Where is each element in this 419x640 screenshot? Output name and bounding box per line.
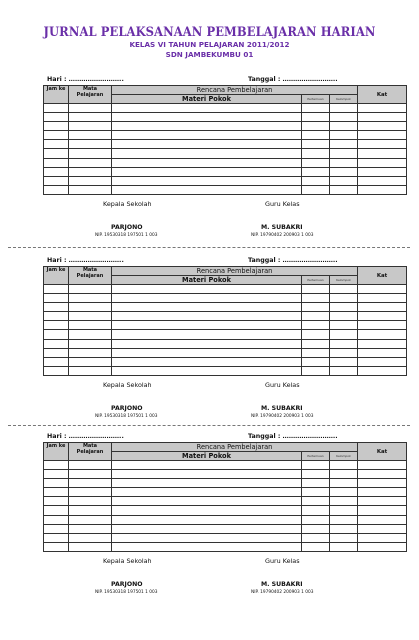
table-cell[interactable] [302, 524, 330, 533]
table-body [44, 461, 407, 552]
table-row [44, 303, 407, 312]
header-col-b: Kelompok [330, 95, 358, 104]
table-row [44, 357, 407, 366]
date-row [43, 75, 406, 85]
table-row [44, 506, 407, 515]
signature-block [43, 552, 406, 598]
tanggal-field[interactable]: Tanggal : …………………….. [248, 257, 338, 264]
table-cell[interactable] [358, 158, 407, 167]
table-cell[interactable] [112, 470, 302, 479]
table-cell[interactable] [112, 321, 302, 330]
table-cell[interactable] [330, 515, 358, 524]
table-row [44, 488, 407, 497]
table-cell[interactable] [330, 104, 358, 113]
table-cell[interactable] [69, 330, 112, 339]
table-row [44, 294, 407, 303]
table-cell[interactable] [330, 149, 358, 158]
table-row [44, 479, 407, 488]
table-cell[interactable] [302, 285, 330, 294]
header-materi-pokok: Materi Pokok [112, 452, 302, 461]
signature-block [43, 195, 406, 241]
table-cell[interactable] [44, 113, 69, 122]
table-cell[interactable] [69, 533, 112, 542]
header-kat: Kat [358, 86, 407, 104]
table-cell[interactable] [69, 339, 112, 348]
table-row [44, 149, 407, 158]
kepala-name: PARJONO [111, 223, 143, 231]
table-cell[interactable] [302, 366, 330, 375]
table-row [44, 515, 407, 524]
guru-name: M. SUBAKRI [261, 404, 303, 412]
table-row [44, 167, 407, 176]
table-cell[interactable] [112, 479, 302, 488]
date-row [43, 256, 406, 266]
table-cell[interactable] [44, 348, 69, 357]
table-cell[interactable] [44, 176, 69, 185]
kepala-nip: NIP. 19530318 197501 1 003 [95, 413, 158, 419]
table-cell[interactable] [358, 497, 407, 506]
table-cell[interactable] [358, 339, 407, 348]
table-cell[interactable] [330, 185, 358, 194]
table-cell[interactable] [330, 506, 358, 515]
table-cell[interactable] [69, 122, 112, 131]
table-cell[interactable] [302, 515, 330, 524]
table-cell[interactable] [69, 294, 112, 303]
table-cell[interactable] [112, 533, 302, 542]
table-cell[interactable] [112, 131, 302, 140]
table-cell[interactable] [330, 497, 358, 506]
table-cell[interactable] [112, 312, 302, 321]
table-cell[interactable] [44, 149, 69, 158]
kepala-label: Kepala Sekolah [103, 380, 152, 389]
table-row [44, 285, 407, 294]
table-cell[interactable] [69, 185, 112, 194]
table-row [44, 330, 407, 339]
table-row [44, 321, 407, 330]
header-jam: Jam ke [44, 267, 69, 285]
table-cell[interactable] [330, 366, 358, 375]
hari-field[interactable]: Hari : …………………….. [47, 257, 124, 264]
table-cell[interactable] [358, 104, 407, 113]
table-cell[interactable] [69, 285, 112, 294]
table-cell[interactable] [330, 524, 358, 533]
table-cell[interactable] [358, 366, 407, 375]
table-cell[interactable] [69, 524, 112, 533]
table-cell[interactable] [44, 366, 69, 375]
table-cell[interactable] [112, 149, 302, 158]
table-cell[interactable] [44, 321, 69, 330]
table-cell[interactable] [69, 104, 112, 113]
table-cell[interactable] [44, 339, 69, 348]
date-row [43, 432, 406, 442]
table-body [44, 104, 407, 195]
table-cell[interactable] [44, 524, 69, 533]
table-cell[interactable] [330, 461, 358, 470]
table-cell[interactable] [302, 488, 330, 497]
table-cell[interactable] [44, 330, 69, 339]
guru-label: Guru Kelas [265, 199, 300, 208]
table-cell[interactable] [358, 488, 407, 497]
table-cell[interactable] [330, 294, 358, 303]
header-materi-pokok: Materi Pokok [112, 276, 302, 285]
table-cell[interactable] [112, 303, 302, 312]
table-cell[interactable] [44, 312, 69, 321]
table-cell[interactable] [358, 357, 407, 366]
table-cell[interactable] [112, 524, 302, 533]
table-cell[interactable] [302, 104, 330, 113]
table-cell[interactable] [69, 131, 112, 140]
table-row [44, 140, 407, 149]
journal-table [43, 85, 407, 195]
table-cell[interactable] [44, 167, 69, 176]
header-rencana: Rencana Pembelajaran [112, 443, 358, 452]
table-cell[interactable] [69, 167, 112, 176]
table-cell[interactable] [44, 533, 69, 542]
kepala-name: PARJONO [111, 580, 143, 588]
table-cell[interactable] [112, 330, 302, 339]
table-cell[interactable] [330, 542, 358, 551]
table-cell[interactable] [330, 339, 358, 348]
table-cell[interactable] [112, 185, 302, 194]
table-cell[interactable] [330, 470, 358, 479]
table-cell[interactable] [69, 303, 112, 312]
table-row [44, 497, 407, 506]
table-cell[interactable] [302, 461, 330, 470]
kepala-label: Kepala Sekolah [103, 199, 152, 208]
table-cell[interactable] [358, 461, 407, 470]
table-row [44, 348, 407, 357]
table-cell[interactable] [358, 542, 407, 551]
table-cell[interactable] [112, 158, 302, 167]
table-row [44, 542, 407, 551]
table-cell[interactable] [69, 515, 112, 524]
table-cell[interactable] [44, 285, 69, 294]
header-col-b: Kelompok [330, 276, 358, 285]
table-cell[interactable] [330, 131, 358, 140]
table-cell[interactable] [112, 113, 302, 122]
table-cell[interactable] [69, 470, 112, 479]
table-cell[interactable] [302, 312, 330, 321]
table-cell[interactable] [330, 158, 358, 167]
table-cell[interactable] [358, 312, 407, 321]
header-jam: Jam ke [44, 86, 69, 104]
table-cell[interactable] [112, 294, 302, 303]
table-cell[interactable] [358, 113, 407, 122]
table-cell[interactable] [69, 176, 112, 185]
table-cell[interactable] [358, 294, 407, 303]
table-cell[interactable] [69, 140, 112, 149]
table-cell[interactable] [302, 339, 330, 348]
table-cell[interactable] [69, 348, 112, 357]
table-cell[interactable] [330, 303, 358, 312]
table-cell[interactable] [330, 176, 358, 185]
table-cell[interactable] [112, 515, 302, 524]
header-col-a: Pertemuan [302, 276, 330, 285]
table-cell[interactable] [44, 131, 69, 140]
table-cell[interactable] [302, 357, 330, 366]
table-cell[interactable] [358, 285, 407, 294]
table-cell[interactable] [330, 330, 358, 339]
header-jam: Jam ke [44, 443, 69, 461]
header-kat: Kat [358, 443, 407, 461]
table-cell[interactable] [69, 497, 112, 506]
table-cell[interactable] [112, 339, 302, 348]
table-row [44, 470, 407, 479]
guru-nip: NIP. 19790402 200903 1 003 [251, 413, 314, 419]
table-cell[interactable] [302, 506, 330, 515]
header-mata-pelajaran: Mata Pelajaran [69, 86, 112, 104]
table-cell[interactable] [302, 158, 330, 167]
table-cell[interactable] [44, 506, 69, 515]
table-cell[interactable] [358, 149, 407, 158]
table-cell[interactable] [69, 113, 112, 122]
table-row [44, 366, 407, 375]
table-cell[interactable] [358, 515, 407, 524]
header-col-b: Kelompok [330, 452, 358, 461]
table-row [44, 122, 407, 131]
table-cell[interactable] [44, 461, 69, 470]
table-cell[interactable] [69, 321, 112, 330]
table-cell[interactable] [358, 470, 407, 479]
table-cell[interactable] [358, 524, 407, 533]
table-cell[interactable] [44, 294, 69, 303]
table-cell[interactable] [112, 542, 302, 551]
kepala-nip: NIP. 19530318 197501 1 003 [95, 232, 158, 238]
table-cell[interactable] [358, 330, 407, 339]
table-cell[interactable] [358, 479, 407, 488]
table-cell[interactable] [330, 113, 358, 122]
table-cell[interactable] [330, 140, 358, 149]
table-cell[interactable] [302, 303, 330, 312]
table-cell[interactable] [358, 533, 407, 542]
table-row [44, 113, 407, 122]
section-divider [8, 247, 410, 248]
table-cell[interactable] [302, 330, 330, 339]
table-cell[interactable] [112, 167, 302, 176]
table-row [44, 533, 407, 542]
table-cell[interactable] [44, 158, 69, 167]
table-cell[interactable] [302, 167, 330, 176]
table-cell[interactable] [44, 303, 69, 312]
page-subtitle: KELAS VI TAHUN PELAJARAN 2011/2012 [129, 40, 290, 49]
table-cell[interactable] [112, 348, 302, 357]
table-cell[interactable] [358, 506, 407, 515]
table-cell[interactable] [302, 131, 330, 140]
tanggal-field[interactable]: Tanggal : …………………….. [248, 76, 338, 83]
table-cell[interactable] [358, 348, 407, 357]
table-cell[interactable] [69, 506, 112, 515]
table-cell[interactable] [358, 303, 407, 312]
table-cell[interactable] [69, 488, 112, 497]
journal-table [43, 266, 407, 376]
table-cell[interactable] [69, 366, 112, 375]
table-cell[interactable] [112, 357, 302, 366]
table-cell[interactable] [69, 357, 112, 366]
table-cell[interactable] [112, 488, 302, 497]
table-cell[interactable] [302, 185, 330, 194]
table-cell[interactable] [69, 479, 112, 488]
signature-block [43, 376, 406, 422]
table-cell[interactable] [302, 348, 330, 357]
kepala-nip: NIP. 19530318 197501 1 003 [95, 589, 158, 595]
table-cell[interactable] [69, 542, 112, 551]
table-cell[interactable] [358, 131, 407, 140]
table-cell[interactable] [69, 158, 112, 167]
journal-section-1 [43, 75, 406, 241]
table-cell[interactable] [330, 348, 358, 357]
table-cell[interactable] [358, 321, 407, 330]
table-cell[interactable] [44, 104, 69, 113]
table-cell[interactable] [302, 122, 330, 131]
journal-section-3 [43, 432, 406, 598]
hari-field[interactable]: Hari : …………………….. [47, 433, 124, 440]
kepala-name: PARJONO [111, 404, 143, 412]
guru-label: Guru Kelas [265, 380, 300, 389]
table-cell[interactable] [44, 497, 69, 506]
table-row [44, 339, 407, 348]
table-cell[interactable] [330, 321, 358, 330]
table-cell[interactable] [112, 461, 302, 470]
table-cell[interactable] [112, 104, 302, 113]
table-row [44, 524, 407, 533]
section-divider [8, 425, 410, 426]
table-cell[interactable] [44, 470, 69, 479]
table-row [44, 131, 407, 140]
table-cell[interactable] [302, 294, 330, 303]
table-row [44, 312, 407, 321]
table-cell[interactable] [44, 185, 69, 194]
journal-section-2 [43, 256, 406, 422]
table-cell[interactable] [358, 122, 407, 131]
table-cell[interactable] [302, 321, 330, 330]
table-cell[interactable] [69, 312, 112, 321]
table-cell[interactable] [330, 285, 358, 294]
table-body [44, 285, 407, 376]
table-cell[interactable] [112, 176, 302, 185]
guru-name: M. SUBAKRI [261, 223, 303, 231]
guru-nip: NIP. 19790402 200903 1 003 [251, 589, 314, 595]
table-cell[interactable] [358, 176, 407, 185]
journal-table [43, 442, 407, 552]
table-row [44, 158, 407, 167]
table-row [44, 461, 407, 470]
table-cell[interactable] [302, 140, 330, 149]
header-col-a: Pertemuan [302, 95, 330, 104]
header-kat: Kat [358, 267, 407, 285]
table-cell[interactable] [302, 497, 330, 506]
table-row [44, 104, 407, 113]
kepala-label: Kepala Sekolah [103, 556, 152, 565]
table-cell[interactable] [112, 140, 302, 149]
table-row [44, 176, 407, 185]
table-cell[interactable] [112, 122, 302, 131]
table-cell[interactable] [44, 542, 69, 551]
guru-name: M. SUBAKRI [261, 580, 303, 588]
table-cell[interactable] [112, 366, 302, 375]
table-cell[interactable] [330, 357, 358, 366]
table-cell[interactable] [302, 470, 330, 479]
table-cell[interactable] [330, 122, 358, 131]
table-cell[interactable] [112, 285, 302, 294]
table-cell[interactable] [44, 479, 69, 488]
table-cell[interactable] [330, 312, 358, 321]
hari-field[interactable]: Hari : …………………….. [47, 76, 124, 83]
header-materi-pokok: Materi Pokok [112, 95, 302, 104]
table-cell[interactable] [302, 176, 330, 185]
school-name: SDN JAMBEKUMBU 01 [165, 50, 254, 59]
header-col-a: Pertemuan [302, 452, 330, 461]
guru-label: Guru Kelas [265, 556, 300, 565]
table-cell[interactable] [44, 515, 69, 524]
table-cell[interactable] [112, 497, 302, 506]
table-cell[interactable] [358, 140, 407, 149]
header-rencana: Rencana Pembelajaran [112, 267, 358, 276]
table-cell[interactable] [330, 533, 358, 542]
table-cell[interactable] [302, 479, 330, 488]
table-row [44, 185, 407, 194]
table-cell[interactable] [330, 167, 358, 176]
table-cell[interactable] [330, 479, 358, 488]
table-cell[interactable] [302, 542, 330, 551]
tanggal-field[interactable]: Tanggal : …………………….. [248, 433, 338, 440]
header-rencana: Rencana Pembelajaran [112, 86, 358, 95]
table-cell[interactable] [44, 357, 69, 366]
table-cell[interactable] [44, 122, 69, 131]
table-cell[interactable] [44, 140, 69, 149]
table-cell[interactable] [358, 185, 407, 194]
page-title: JURNAL PELAKSANAAN PEMBELAJARAN HARIAN [43, 24, 376, 40]
table-cell[interactable] [44, 488, 69, 497]
table-cell[interactable] [69, 461, 112, 470]
table-cell[interactable] [302, 533, 330, 542]
table-cell[interactable] [358, 167, 407, 176]
table-cell[interactable] [302, 149, 330, 158]
table-cell[interactable] [330, 488, 358, 497]
header-mata-pelajaran: Mata Pelajaran [69, 443, 112, 461]
table-cell[interactable] [302, 113, 330, 122]
title-block [0, 24, 419, 59]
table-cell[interactable] [69, 149, 112, 158]
header-mata-pelajaran: Mata Pelajaran [69, 267, 112, 285]
table-cell[interactable] [112, 506, 302, 515]
guru-nip: NIP. 19790402 200903 1 003 [251, 232, 314, 238]
